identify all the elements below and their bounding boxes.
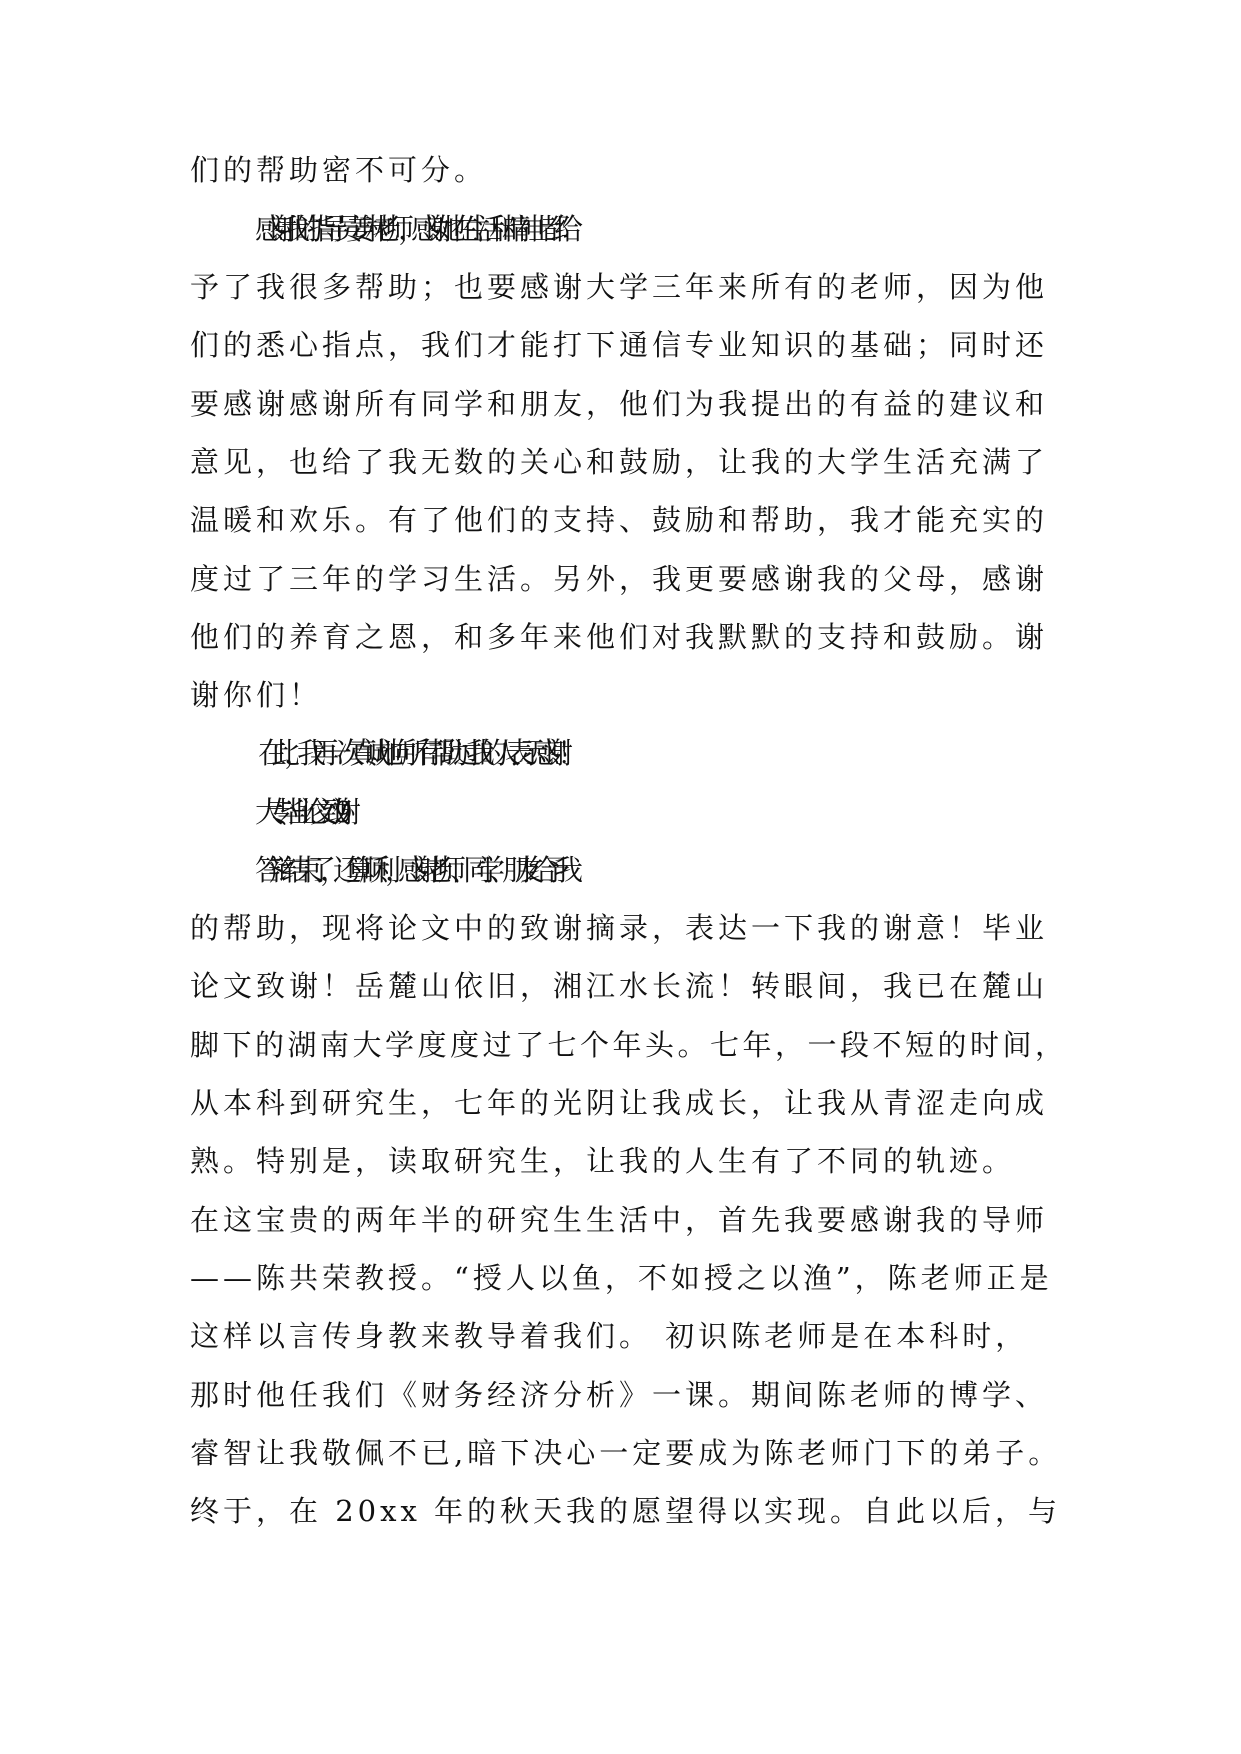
paragraph-line: 要感谢感谢所有同学和朋友，他们为我提出的有益的建议和 <box>190 387 1049 421</box>
paragraph-line: 的帮助，现将论文中的致谢摘录，表达一下我的谢意！毕业 <box>190 911 1049 945</box>
paragraph-line: 予了我很多帮助；也要感谢大学三年来所有的老师，因为他 <box>190 270 1049 304</box>
paragraph-line: 睿智让我敬佩不已,暗下决心一定要成为陈老师门下的弟子。 <box>190 1436 1062 1470</box>
paragraph-line: 在这宝贵的两年半的研究生生活中，首先我要感谢我的导师 <box>190 1203 1049 1237</box>
paragraph-line: 们的悉心指点，我们才能打下通信专业知识的基础；同时还 <box>190 328 1049 362</box>
paragraph-line: 谢你们！ <box>190 678 323 712</box>
paragraph-line: 度过了三年的学习生活。另外，我更要感谢我的父母，感谢 <box>190 562 1049 596</box>
paragraph-line: 熟。特别是，读取研究生，让我的人生有了不同的轨迹。 <box>190 1144 1016 1178</box>
paragraph-line: 脚下的湖南大学度度过了七个年头。七年，一段不短的时间， <box>190 1028 1068 1062</box>
paragraph-line: 在此，我再一次真诚地向所有帮助过我的人表示感谢！ <box>258 736 571 770</box>
paragraph-line: 这样以言传身教来教导着我们。 初识陈老师是在本科时， <box>190 1319 1029 1353</box>
paragraph-line: 们的帮助密不可分。 <box>190 153 488 187</box>
section-heading: 大专毕业论文致谢 9 <box>255 795 335 829</box>
paragraph-line: 温暖和欢乐。有了他们的支持、鼓励和帮助，我才能充实的 <box>190 503 1049 537</box>
paragraph-line: 终于，在 20xx 年的秋天我的愿望得以实现。自此以后，与 <box>190 1494 1062 1528</box>
paragraph-line: 那时他任我们《财务经济分析》一课。期间陈老师的博学、 <box>190 1378 1049 1412</box>
paragraph-line: 意见，也给了我无数的关心和鼓励，让我的大学生活充满了 <box>190 445 1049 479</box>
paragraph-line: ——陈共荣教授。“授人以鱼，不如授之以渔”，陈老师正是 <box>190 1261 1053 1295</box>
paragraph-line: 他们的养育之恩，和多年来他们对我默默的支持和鼓励。谢 <box>190 620 1049 654</box>
paragraph-line: 从本科到研究生，七年的光阴让我成长，让我从青涩走向成 <box>190 1086 1049 1120</box>
paragraph-line: 答辩结束了，还算顺利，感谢老师、同学、朋友给予我 <box>255 853 568 887</box>
paragraph-line: 感谢我的指导员姜琳老师，感谢她在生活和精神上都给 <box>255 212 568 246</box>
paragraph-line: 论文致谢！岳麓山依旧，湘江水长流！转眼间，我已在麓山 <box>190 969 1049 1003</box>
